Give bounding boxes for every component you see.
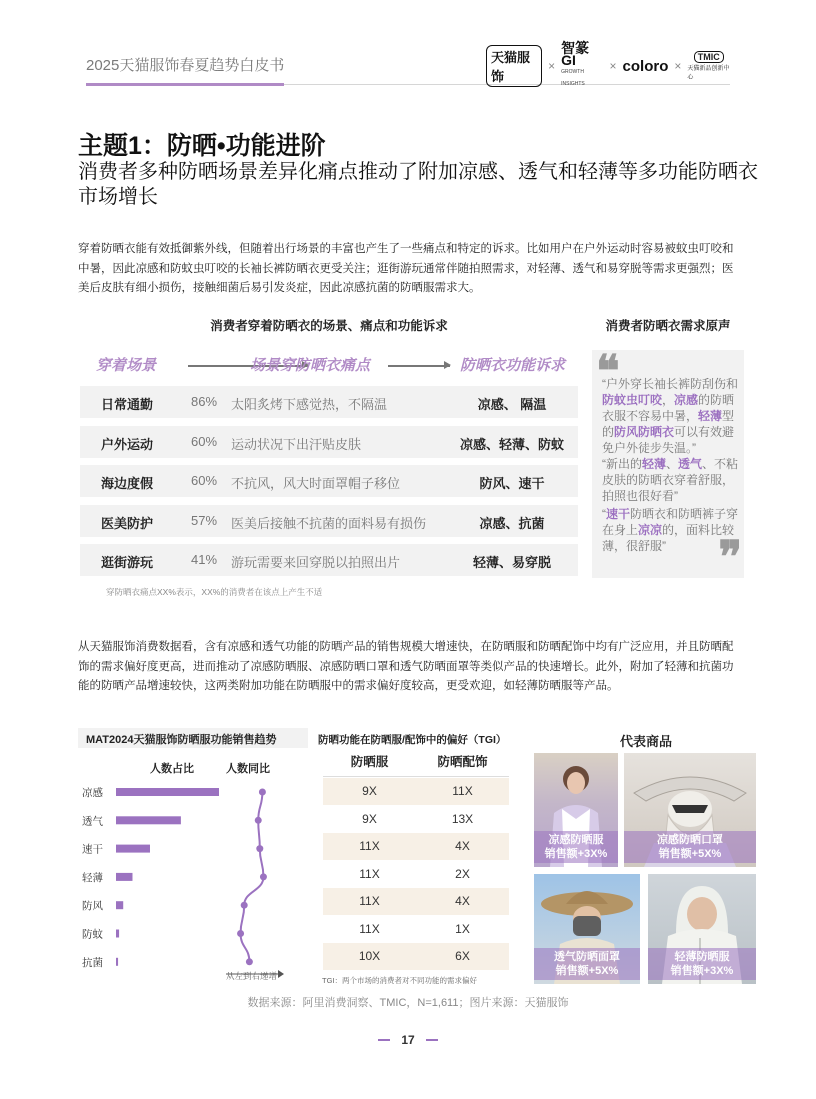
quotes-title: 消费者防晒衣需求原声 — [605, 319, 731, 333]
yoy-point — [237, 930, 244, 937]
flow-label-scene: 穿着场景 — [96, 357, 157, 374]
yoy-point — [246, 958, 253, 965]
tgi-header-accessory: 防晒配饰 — [437, 755, 488, 769]
quotes-box — [592, 346, 744, 583]
consumer-quote: “新出的轻薄、透气、不粘皮肤的防晒衣穿着舒服，拍照也很好看” — [602, 457, 739, 503]
scene-footnote: 穿防晒衣痛点XX%表示，XX%的消费者在该点上产生不适 — [106, 587, 323, 597]
scene-table-title: 消费者穿着防晒衣的场景、痛点和功能诉求 — [210, 319, 448, 333]
tgi-divider — [323, 776, 509, 777]
scene-pain: 医美后接触不抗菌的面料易有损伤 — [231, 516, 427, 531]
scene-need: 凉感、 隔温 — [477, 397, 547, 412]
analysis-paragraph: 从天猫服饰消费数据看，含有凉感和透气功能的防晒产品的销售规模大增速快，在防晒服和防晒配饰中均有广泛应用，并且防晒配饰的需求偏好度更高，进而推动了凉感防晒服、凉感防晒口罩和透气防晒面罩等类似产品的快速增长。此外，附加了轻薄和抗菌功能的防晒产品增速较快，这两类附加功能在防晒服中的需求偏好度较高，更受欢迎，如轻薄防晒服等产品。 — [78, 641, 734, 692]
category-label: 防风 — [82, 900, 103, 913]
yoy-point — [260, 873, 267, 880]
coloro-logo: coloro — [622, 57, 669, 75]
share-bar — [116, 958, 118, 966]
scene-row — [80, 505, 578, 537]
table-row: 9X 13X — [362, 812, 474, 826]
category-label: 防蚊 — [82, 928, 103, 941]
scene-pain: 不抗风，风大时面罩帽子移位 — [231, 476, 401, 491]
open-quote-icon: ❝ — [596, 346, 620, 397]
times-icon: × — [674, 59, 682, 73]
scene-name: 医美防护 — [100, 516, 153, 531]
scene-pct: 41% — [191, 552, 218, 567]
flow-label-pain: 场景穿防晒衣痛点 — [250, 357, 371, 374]
page-subtitle: 消费者多种防晒场景差异化痛点推动了附加凉感、透气和轻薄等多功能防晒衣市场增长 — [78, 161, 758, 208]
scene-pain: 运动状况下出汗贴皮肤 — [231, 437, 362, 452]
category-label: 凉感 — [82, 787, 103, 799]
sales-chart-title-band — [78, 728, 308, 748]
col-header-share: 人数占比 — [150, 763, 194, 775]
sort-note: 从左到右递增 — [226, 971, 278, 981]
share-bar — [116, 930, 119, 938]
consumer-quote: “速干防晒衣和防晒裤子穿在身上凉凉的，面料比较薄，很舒服” — [602, 507, 739, 553]
scene-need: 防风、速干 — [479, 476, 545, 491]
page-number-dash — [426, 1039, 438, 1041]
product-caption: 透气防晒面罩 销售额+5X% — [554, 951, 620, 977]
consumer-quote: “户外穿长袖长裤防刮伤和防蚊虫叮咬，凉感的防晒衣服不容易中暑，轻薄型的防风防晒衣可以有效避免户外徒步失温。” — [602, 377, 738, 455]
yoy-point — [255, 817, 262, 824]
yoy-point — [259, 789, 266, 796]
share-bar — [116, 788, 219, 796]
product-card[interactable] — [534, 753, 618, 867]
scene-name: 户外运动 — [100, 437, 153, 452]
share-bar — [116, 873, 132, 881]
sales-trend-svg — [78, 778, 318, 990]
table-row: 9X 11X — [323, 778, 509, 805]
scene-name: 海边度假 — [100, 476, 153, 491]
scene-pain: 游玩需要来回穿脱以拍照出片 — [231, 555, 401, 570]
times-icon: × — [609, 59, 617, 73]
product-caption: 凉感防晒口罩 销售额+5X% — [657, 834, 723, 860]
scene-row — [80, 386, 578, 418]
product-caption: 轻薄防晒服 销售额+3X% — [670, 951, 734, 977]
product-card[interactable] — [624, 753, 756, 867]
category-label: 透气 — [82, 815, 103, 828]
table-row: 11X 4X — [323, 833, 509, 860]
tgi-header-apparel: 防晒服 — [350, 755, 389, 769]
share-bar — [116, 845, 150, 853]
arrow-right-icon — [278, 970, 284, 978]
tmall-logo: 天猫服饰 — [486, 45, 542, 87]
table-row: 11X 1X — [359, 922, 470, 936]
sales-trend-chart — [78, 778, 318, 990]
scene-row — [80, 544, 578, 576]
col-header-yoy: 人数同比 — [226, 763, 270, 775]
scene-pct: 60% — [191, 473, 218, 488]
category-label: 抗菌 — [82, 956, 103, 969]
data-source-note: 数据来源：阿里消费洞察、TMIC，N=1,611；图片来源：天猫服饰 — [247, 997, 569, 1009]
arrow-right-icon — [388, 365, 450, 367]
scene-pct: 86% — [191, 394, 218, 409]
header-accent-bar — [86, 83, 284, 86]
scene-need: 轻薄、易穿脱 — [472, 555, 551, 570]
share-bar — [116, 901, 123, 909]
tgi-title: 防晒功能在防晒服/配饰中的偏好（TGI） — [318, 734, 507, 746]
report-title: 2025天猫服饰春夏趋势白皮书 — [86, 57, 285, 74]
scene-row — [80, 426, 578, 458]
products-title: 代表商品 — [620, 734, 673, 749]
zhizhong-logo: 智篆GI GROWTH INSIGHTS — [561, 40, 590, 87]
scene-flow-header — [80, 354, 580, 378]
table-row: 10X 6X — [323, 943, 509, 970]
tmic-logo: TMIC 天猫新品创新中心 — [687, 52, 730, 81]
scene-pain: 太阳炙烤下感觉热，不隔温 — [231, 397, 388, 412]
close-quote-icon: ❞ — [718, 532, 742, 583]
category-label: 轻薄 — [82, 871, 103, 884]
yoy-point — [256, 845, 263, 852]
product-card[interactable] — [648, 874, 756, 984]
yoy-point — [241, 902, 248, 909]
scene-name: 逛街游玩 — [100, 555, 153, 570]
product-caption: 凉感防晒服 销售额+3X% — [544, 834, 608, 860]
product-card[interactable] — [534, 874, 640, 984]
scene-row — [80, 465, 578, 497]
share-bar — [116, 816, 181, 824]
times-icon: × — [548, 59, 556, 73]
scene-pct: 60% — [191, 434, 218, 449]
table-row: 11X 2X — [359, 867, 470, 881]
intro-paragraph: 穿着防晒衣能有效抵御紫外线，但随着出行场景的丰富也产生了一些痛点和特定的诉求。比如用户在户外运动时容易被蚊虫叮咬和中暑，因此凉感和防蚊虫叮咬的长袖长裤防晒衣更受关注；逛街游玩通常伴随拍照需求，对轻薄、透气和易穿脱等需求更强烈；医美后皮肤有细小损伤，接触细菌后易引发炎症，因此凉感抗菌的防晒服需求大。 — [78, 243, 734, 294]
tgi-note: TGI：两个市场的消费者对不同功能的需求偏好 — [322, 976, 477, 985]
table-row: 11X 4X — [323, 888, 509, 915]
sales-chart-title: MAT2024天猫服饰防晒服功能销售趋势 — [86, 734, 277, 746]
scene-need: 凉感、轻薄、防蚊 — [459, 437, 564, 452]
partner-logos — [486, 40, 730, 87]
scene-need: 凉感、抗菌 — [479, 516, 545, 531]
scene-pct: 57% — [191, 513, 218, 528]
page-title: 主题1：防晒•功能进阶 — [78, 132, 326, 160]
scene-name: 日常通勤 — [100, 397, 153, 412]
flow-label-need: 防晒衣功能诉求 — [460, 357, 566, 374]
category-label: 速干 — [82, 843, 103, 856]
page-number: 17 — [401, 1033, 415, 1047]
